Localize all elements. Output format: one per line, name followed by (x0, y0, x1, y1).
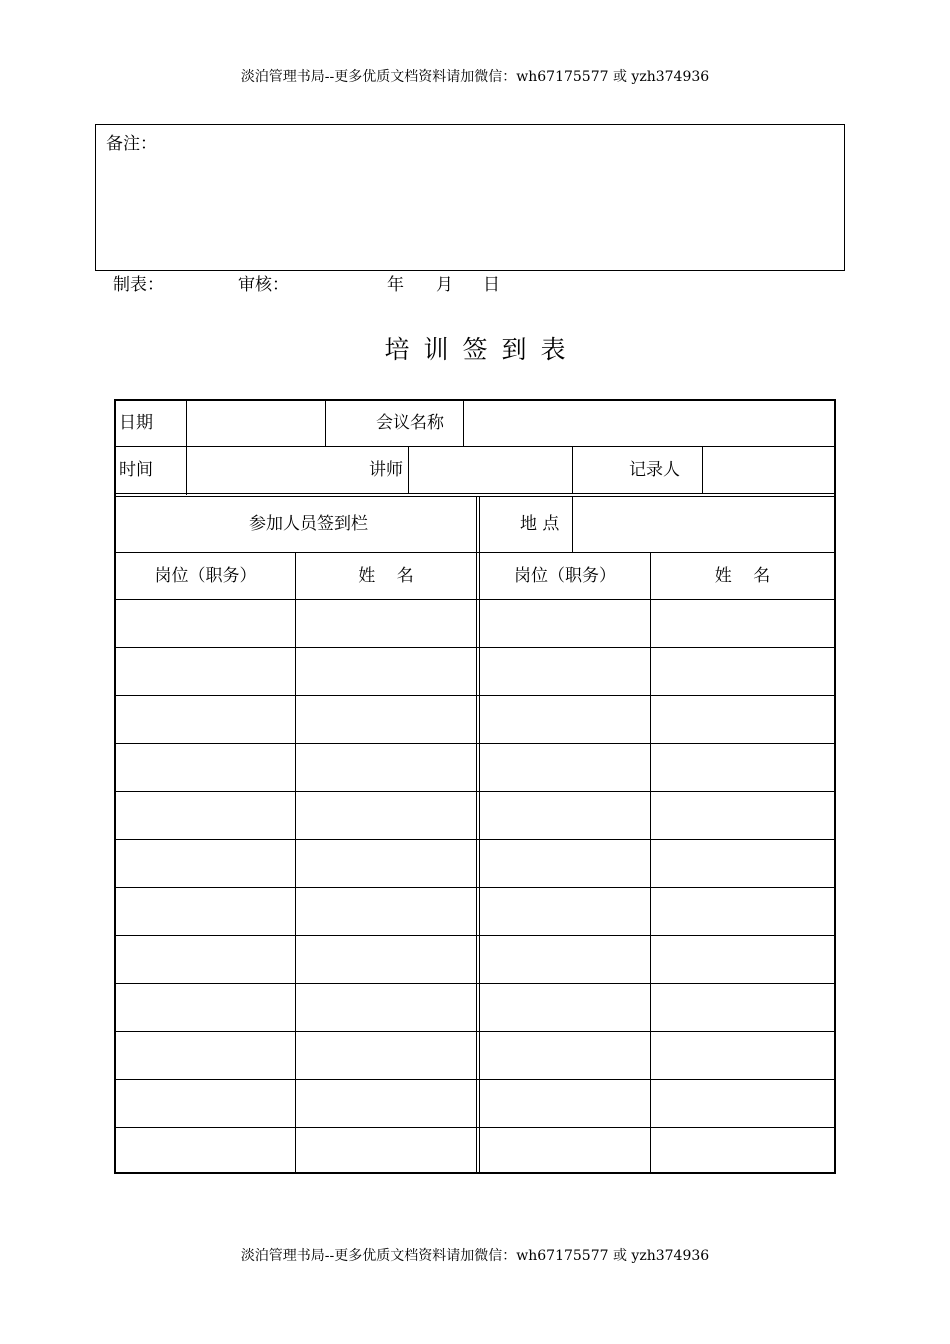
made-by-label: 制表： (113, 275, 164, 295)
table-border-right (834, 399, 836, 1174)
recorder-label: 记录人 (629, 460, 680, 480)
table-border-left (114, 399, 116, 1174)
date-label: 日期 (119, 413, 153, 433)
year-label: 年 (387, 275, 404, 295)
month-label: 月 (436, 275, 453, 295)
meeting-name-label: 会议名称 (376, 413, 444, 433)
time-field[interactable] (188, 448, 324, 492)
table-border-bottom (114, 1172, 836, 1174)
col-divider (572, 446, 573, 493)
row-divider (116, 791, 834, 792)
reviewed-by-label: 审核： (238, 275, 289, 295)
row-divider (116, 743, 834, 744)
column-header-position: 岗位（职务） (514, 566, 616, 586)
col-divider (186, 401, 187, 495)
row-divider (116, 983, 834, 984)
form-title: 培训签到表 (384, 335, 580, 364)
col-divider (325, 401, 326, 446)
row-divider (116, 496, 834, 497)
remarks-label: 备注： (106, 134, 157, 154)
row-divider (116, 647, 834, 648)
footer-watermark: 淡泊管理书局--更多优质文档资料请加微信：wh67175577 或 yzh374936 (240, 1248, 710, 1264)
location-field[interactable] (574, 498, 833, 551)
time-label: 时间 (119, 460, 153, 480)
attendees-label: 参加人员签到栏 (249, 514, 368, 534)
row-divider (116, 1031, 834, 1032)
row-divider (116, 446, 834, 447)
row-divider (116, 839, 834, 840)
column-header-position: 岗位（职务） (154, 566, 257, 586)
row-divider (116, 695, 834, 696)
row-divider (116, 1079, 834, 1080)
col-divider (702, 446, 703, 493)
lecturer-label: 讲师 (369, 460, 403, 480)
row-divider (116, 1127, 834, 1128)
column-header-name: 姓 名 (714, 566, 771, 586)
col-divider (463, 401, 464, 446)
date-field[interactable] (188, 401, 324, 445)
meeting-name-field[interactable] (465, 401, 833, 445)
row-divider (116, 552, 834, 553)
row-divider (116, 599, 834, 600)
center-divider (476, 496, 477, 1172)
recorder-field[interactable] (704, 448, 833, 492)
col-divider (572, 496, 573, 552)
column-header-name: 姓 名 (358, 566, 414, 586)
center-divider (479, 496, 480, 1172)
header-watermark: 淡泊管理书局--更多优质文档资料请加微信：wh67175577 或 yzh374936 (240, 69, 710, 85)
col-divider (408, 446, 409, 493)
lecturer-field[interactable] (410, 448, 571, 492)
location-label: 地 点 (520, 514, 560, 534)
day-label: 日 (483, 275, 500, 295)
row-divider (116, 935, 834, 936)
row-divider (116, 493, 834, 494)
row-divider (116, 887, 834, 888)
